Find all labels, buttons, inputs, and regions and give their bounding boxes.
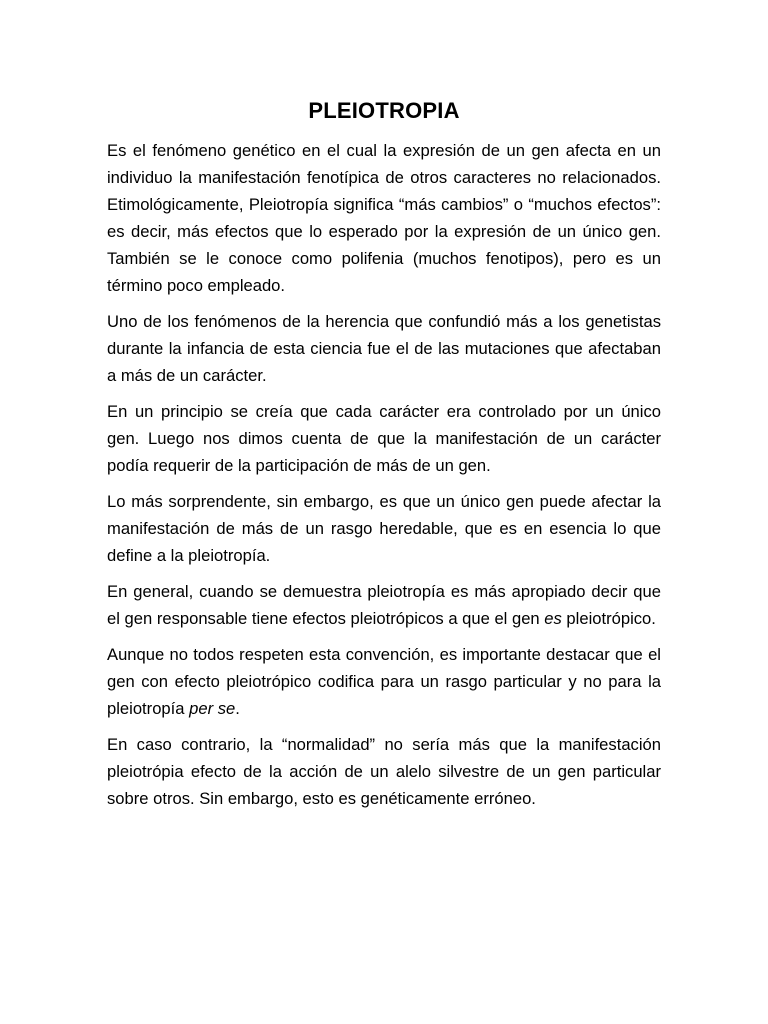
- paragraph-6-emphasis: per se: [189, 699, 236, 718]
- paragraph-3: En un principio se creía que cada carácter era controlado por un único gen. Luego nos dimos cuenta de que la manifestación de un carácter podía requerir de la participación de más de un gen.: [107, 402, 661, 475]
- paragraph-5-emphasis: es: [544, 609, 562, 628]
- paragraph-5: [107, 578, 661, 632]
- paragraph-6: [107, 641, 661, 722]
- paragraph-1: Es el fenómeno genético en el cual la expresión de un gen afecta en un individuo la manifestación fenotípica de otros caracteres no relacionados. Etimológicamente, Pleiotropía significa “más cambios” o “muchos efectos”: es decir, más efectos que lo esperado por la expresión de un único gen. También se le conoce como polifenia (muchos fenotipos), pero es un término poco empleado.: [107, 141, 661, 295]
- paragraph-2: Uno de los fenómenos de la herencia que confundió más a los genetistas durante la infancia de esta ciencia fue el de las mutaciones que afectaban a más de un carácter.: [107, 312, 661, 385]
- paragraph-5-text-end: pleiotrópico.: [561, 609, 656, 628]
- paragraph-6-text: Aunque no todos respeten esta convención, es importante destacar que el gen con efecto pleiotrópico codifica para un rasgo particular y no para la pleiotropía: [107, 645, 661, 718]
- paragraph-4: Lo más sorprendente, sin embargo, es que un único gen puede afectar la manifestación de más de un rasgo heredable, que es en esencia lo que define a la pleiotropía.: [107, 492, 661, 565]
- paragraph-7: En caso contrario, la “normalidad” no sería más que la manifestación pleiotrópia efecto de la acción de un alelo silvestre de un gen particular sobre otros. Sin embargo, esto es genéticamente erróneo.: [107, 735, 661, 808]
- paragraph-6-text-end: .: [235, 699, 240, 718]
- page-title: PLEIOTROPIA: [308, 98, 460, 123]
- paragraph-5-text: En general, cuando se demuestra pleiotropía es más apropiado decir que el gen responsable tiene efectos pleiotrópicos a que el gen: [107, 582, 661, 628]
